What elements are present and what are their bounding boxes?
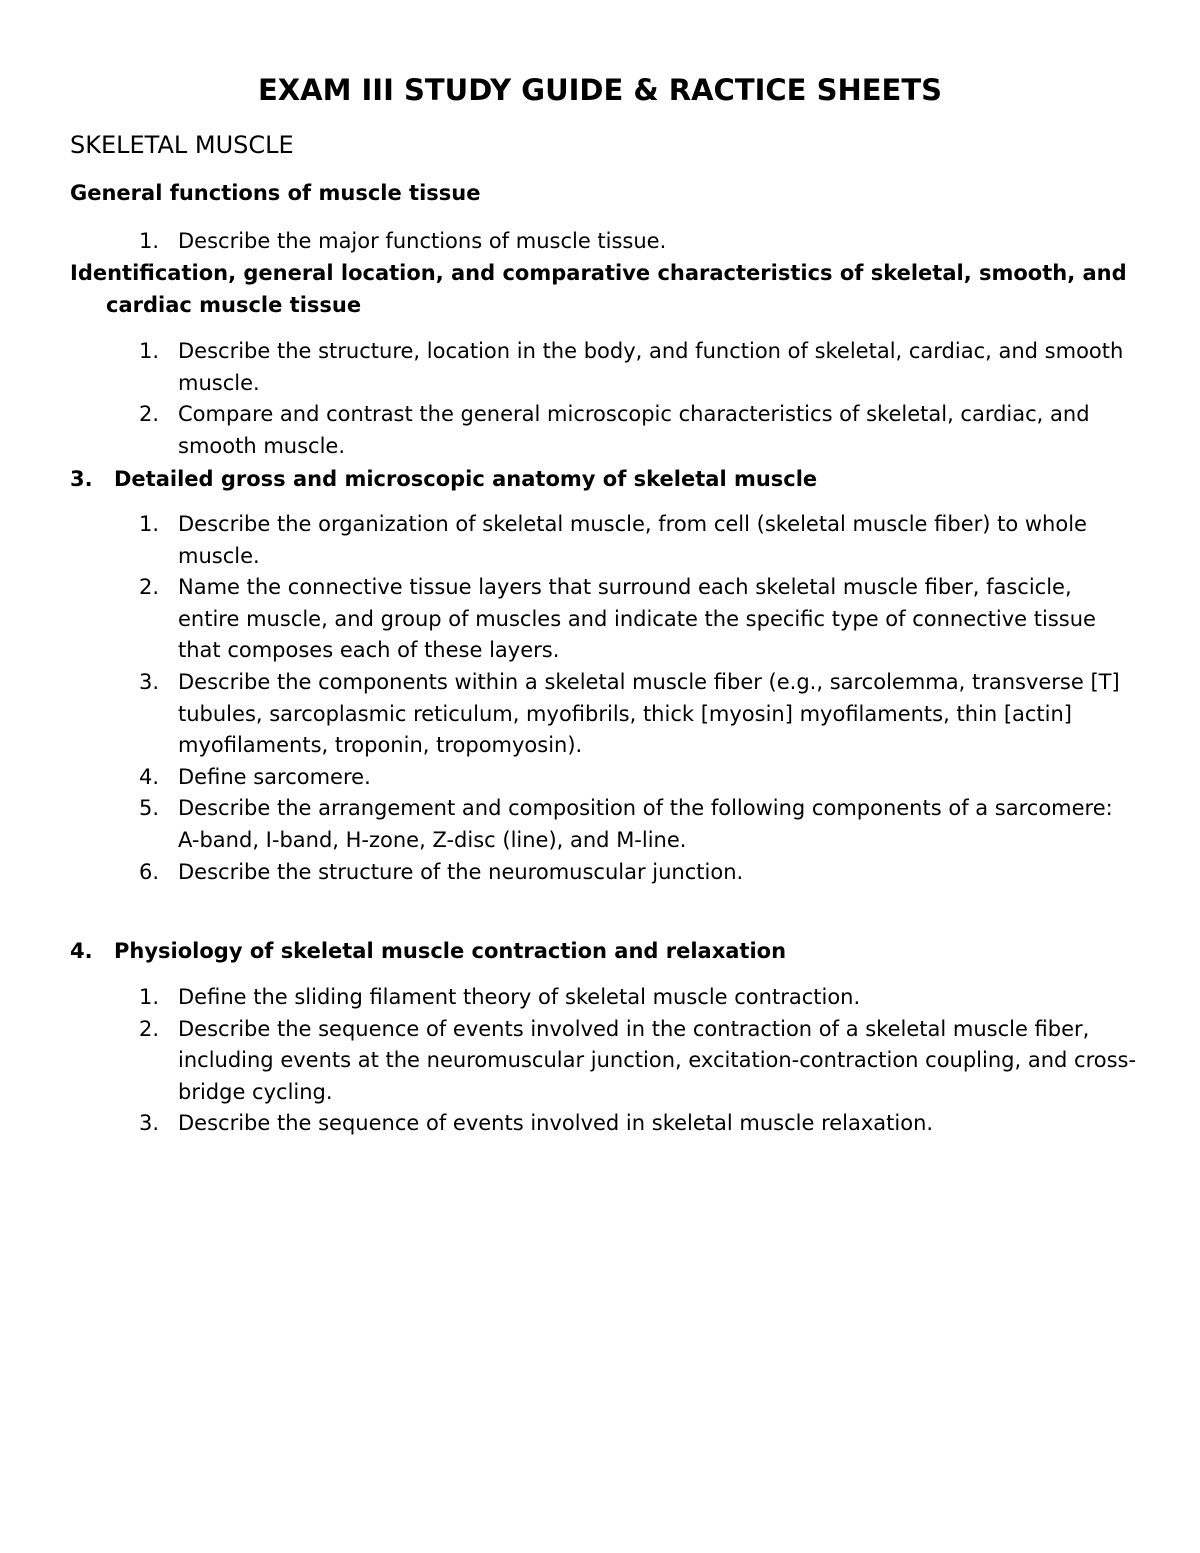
page-title: EXAM III STUDY GUIDE & RACTICE SHEETS [257, 73, 943, 107]
item-number: 3. [139, 1111, 160, 1136]
list-item [0, 572, 1138, 667]
list-item [0, 336, 1138, 399]
list-item [0, 1014, 1138, 1109]
item-text: Describe the sequence of events involved in skeletal muscle relaxation. [178, 1111, 934, 1136]
item-text: Describe the sequence of events involved in the contraction of a skeletal muscle fiber, including events at the neuromuscular junction, excitation-contraction coupling, and cross-bridge cycling. [178, 1016, 1137, 1104]
item-text: Define sarcomere. [178, 764, 371, 789]
list-item [0, 793, 1138, 856]
list-item [0, 226, 1138, 258]
heading-identification: Identification, general location, and comparative characteristics of skeletal, smooth, and cardiac muscle tissue [70, 261, 1127, 317]
heading-number: 3. [70, 467, 93, 491]
heading-text: Physiology of skeletal muscle contraction and relaxation [114, 939, 787, 963]
list-general-functions [0, 226, 1138, 258]
item-number: 2. [139, 402, 160, 427]
item-text: Describe the organization of skeletal muscle, from cell (skeletal muscle fiber) to whole muscle. [178, 512, 1087, 568]
item-number: 3. [139, 669, 160, 694]
item-text: Describe the arrangement and composition of the following components of a sarcomere: A-band, I-band, H-zone, Z-disc (line), and M-line. [178, 796, 1113, 852]
section-title: SKELETAL MUSCLE [70, 131, 294, 159]
item-number: 1. [139, 229, 160, 253]
heading-physiology [70, 935, 786, 967]
list-physiology [0, 982, 1138, 1140]
heading-gross-microscopic-anatomy [70, 463, 817, 495]
item-number: 1. [139, 985, 160, 1009]
heading-text: Detailed gross and microscopic anatomy of skeletal muscle [114, 467, 818, 491]
item-number: 5. [139, 796, 160, 821]
item-text: Define the sliding filament theory of skeletal muscle contraction. [178, 985, 861, 1009]
item-text: Describe the structure of the neuromuscular junction. [178, 859, 744, 884]
item-number: 2. [139, 1016, 160, 1041]
list-item [0, 857, 1138, 889]
list-item [0, 762, 1138, 794]
heading-number: 4. [70, 939, 93, 963]
item-text: Name the connective tissue layers that surround each skeletal muscle fiber, fascicle, entire muscle, and group of muscles and indicate the specific type of connective tissue that composes each of these layers. [178, 575, 1096, 663]
item-number: 1. [139, 339, 160, 363]
item-text: Describe the components within a skeletal muscle fiber (e.g., sarcolemma, transverse [T] tubules, sarcoplasmic reticulum, myofibrils, thick [myosin] myofilaments, thin [actin] myofilaments, troponin, tropomyosin). [178, 669, 1120, 758]
item-text: Describe the structure, location in the body, and function of skeletal, cardiac, and smooth muscle. [178, 339, 1124, 395]
item-text: Compare and contrast the general microscopic characteristics of skeletal, cardiac, and smooth muscle. [178, 402, 1090, 458]
item-number: 1. [139, 512, 160, 536]
item-number: 2. [139, 575, 160, 600]
item-number: 6. [139, 859, 160, 884]
list-identification [0, 336, 1138, 462]
list-gross-microscopic-anatomy [0, 509, 1138, 888]
list-item [0, 399, 1138, 462]
item-number: 4. [139, 764, 160, 789]
item-text: Describe the major functions of muscle tissue. [178, 229, 667, 253]
list-item [0, 982, 1138, 1014]
list-item [0, 667, 1138, 762]
heading-general-functions: General functions of muscle tissue [70, 181, 481, 205]
list-item [0, 1108, 1138, 1140]
list-item [0, 509, 1138, 572]
